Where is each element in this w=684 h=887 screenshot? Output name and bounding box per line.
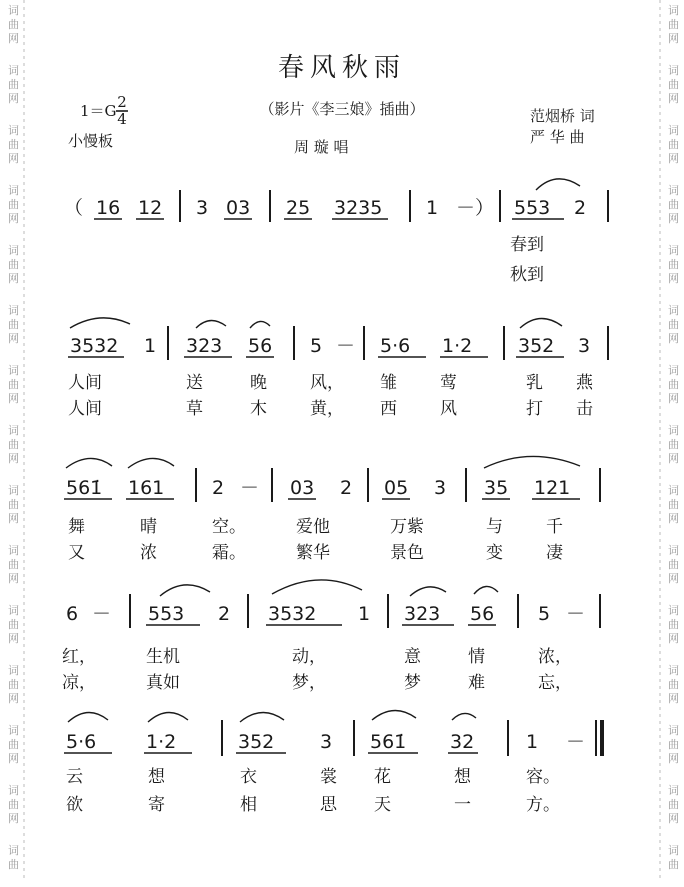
lyric-5-v2-3: 相: [240, 795, 257, 815]
watermark-char: 词: [8, 64, 19, 77]
watermark-char: 曲: [668, 798, 679, 811]
lyric-4-v2-2: 真如: [146, 673, 180, 693]
notes-2-2: 1: [144, 335, 157, 357]
watermark-char: 曲: [668, 138, 679, 151]
watermark-char: 曲: [8, 198, 19, 211]
notes-5-3: 352: [238, 731, 275, 753]
lyric-2-v2-2: 草: [186, 399, 203, 419]
watermark-char: 网: [8, 512, 19, 525]
notes-4-3: 553: [148, 603, 185, 625]
lyric-3-v2-3: 霜。: [212, 543, 246, 563]
watermark-char: 词: [8, 484, 19, 497]
tempo-marking: 小慢板: [68, 132, 114, 150]
staff-line-1: [64, 179, 608, 285]
lyric-4-v1-3: 动，: [292, 647, 326, 667]
notes-4-8: 56: [470, 603, 495, 625]
watermark-char: 网: [8, 752, 19, 765]
watermark-char: 词: [8, 184, 19, 197]
notes-5-1: 5·6: [66, 731, 97, 753]
notes-2-4: 56: [248, 335, 273, 357]
watermark-char: 词: [8, 604, 19, 617]
watermark-char: 曲: [8, 678, 19, 691]
notes-4-10: －: [566, 603, 586, 625]
lyric-3-v1-7: 千: [546, 517, 563, 537]
lyric-2-v1-6: 莺: [440, 373, 457, 393]
lyric-4-v1-2: 生机: [146, 647, 180, 667]
time-signature-top: 2: [117, 93, 127, 111]
watermark-char: 曲: [668, 18, 679, 31]
lyric-4-v2-5: 难: [468, 673, 485, 693]
singer-credit: 周 璇 唱: [294, 138, 349, 156]
watermark-char: 网: [8, 152, 19, 165]
watermark-char: 网: [8, 32, 19, 45]
notes-1-4: 03: [226, 197, 251, 219]
watermark-left: [8, 4, 19, 871]
lyric-2-v2-8: 击: [576, 399, 593, 419]
watermark-char: 曲: [668, 498, 679, 511]
notes-2-6: －: [336, 335, 356, 357]
watermark-char: 曲: [8, 18, 19, 31]
watermark-char: 网: [668, 272, 679, 285]
staff-line-3: [64, 456, 600, 563]
lyric-5-v1-3: 衣: [240, 767, 257, 787]
watermark-char: 曲: [668, 258, 679, 271]
notes-1-10: 2: [574, 197, 587, 219]
watermark-char: 网: [8, 212, 19, 225]
lyric-3-v1-2: 晴: [140, 517, 157, 537]
slur: [66, 458, 112, 468]
notes-1-7: 1: [426, 197, 439, 219]
watermark-char: 词: [8, 724, 19, 737]
notes-3-9: 35: [484, 477, 509, 499]
notes-3-2: 161: [128, 477, 165, 499]
watermark-char: 词: [668, 124, 679, 137]
watermark-char: 曲: [8, 858, 19, 871]
staff-line-4: [62, 580, 600, 693]
notes-4-7: 323: [404, 603, 441, 625]
watermark-char: 曲: [668, 678, 679, 691]
watermark-char: 词: [8, 664, 19, 677]
watermark-char: 曲: [668, 318, 679, 331]
lyric-2-v2-3: 木: [250, 399, 267, 419]
watermark-char: 网: [668, 692, 679, 705]
watermark-char: 曲: [8, 78, 19, 91]
lyric-5-v1-6: 想: [454, 767, 471, 787]
lyricist-credit: 范烟桥 词: [530, 107, 595, 125]
lyric-2-v1-8: 燕: [576, 373, 593, 393]
watermark-char: 曲: [8, 798, 19, 811]
lyric-1-v1: 春到: [510, 235, 544, 255]
watermark-char: 词: [668, 844, 679, 857]
notes-5-7: 1: [526, 731, 539, 753]
watermark-char: 曲: [668, 738, 679, 751]
slur: [240, 712, 284, 722]
watermark-char: 曲: [668, 558, 679, 571]
lyric-5-v2-5: 天: [374, 795, 391, 815]
notes-2-9: 352: [518, 335, 555, 357]
lyric-1-v2: 秋到: [510, 265, 544, 285]
time-signature-bottom: 4: [117, 110, 127, 128]
watermark-char: 曲: [8, 318, 19, 331]
notes-3-10: 121: [534, 477, 571, 499]
notes-4-6: 1: [358, 603, 371, 625]
watermark-char: 曲: [8, 558, 19, 571]
notes-2-8: 1·2: [442, 335, 473, 357]
watermark-char: 词: [668, 364, 679, 377]
notes-3-7: 05: [384, 477, 409, 499]
watermark-char: 网: [8, 272, 19, 285]
notes-4-5: 3532: [268, 603, 317, 625]
watermark-char: 网: [8, 572, 19, 585]
song-subtitle: （影片《李三娘》插曲）: [259, 100, 425, 118]
slur: [536, 179, 580, 190]
lyric-2-v2-1: 人间: [68, 399, 102, 419]
notes-5-5: 561̇: [370, 731, 407, 753]
lyric-5-v2-4: 思: [320, 795, 337, 815]
slur: [196, 320, 226, 328]
watermark-char: 网: [668, 392, 679, 405]
watermark-char: 词: [8, 424, 19, 437]
notes-3-5: 03: [290, 477, 315, 499]
lyric-3-v1-5: 万紫: [390, 517, 424, 537]
slur: [484, 456, 580, 468]
watermark-char: 曲: [668, 78, 679, 91]
lyric-2-v2-4: 黄，: [310, 399, 344, 419]
lyric-3-v1-4: 爱他: [296, 517, 330, 537]
watermark-char: 网: [8, 692, 19, 705]
watermark-char: 词: [8, 364, 19, 377]
lyric-5-v2-1: 欲: [66, 795, 83, 815]
slur: [372, 710, 416, 720]
lyric-2-v1-3: 晚: [250, 373, 267, 393]
watermark-char: 网: [8, 92, 19, 105]
watermark-char: 词: [8, 124, 19, 137]
watermark-char: 网: [668, 752, 679, 765]
watermark-char: 网: [668, 572, 679, 585]
notes-1-3: 3: [196, 197, 209, 219]
watermark-char: 词: [8, 844, 19, 857]
watermark-char: 曲: [8, 438, 19, 451]
lyric-3-v2-2: 浓: [140, 543, 157, 563]
lyric-5-v1-4: 裳: [320, 767, 337, 787]
watermark-char: 词: [668, 544, 679, 557]
lyric-3-v1-3: 空。: [212, 517, 246, 537]
lyric-5-v2-2: 寄: [148, 795, 165, 815]
notes-4-4: 2: [218, 603, 231, 625]
lyric-4-v1-5: 情: [468, 647, 485, 667]
lyric-2-v1-1: 人间: [68, 373, 102, 393]
notes-5-8: －: [566, 731, 586, 753]
watermark-char: 词: [8, 4, 19, 17]
watermark-char: 网: [668, 32, 679, 45]
slur: [452, 713, 476, 720]
notes-1-2: 12: [138, 197, 163, 219]
notes-3-8: 3: [434, 477, 447, 499]
notes-1-6: 3235: [334, 197, 383, 219]
lyric-2-v1-5: 雏: [380, 373, 397, 393]
watermark-char: 曲: [8, 138, 19, 151]
watermark-char: 网: [8, 332, 19, 345]
watermark-right: [668, 4, 679, 871]
lyric-5-v2-7: 方。: [526, 795, 560, 815]
lyric-2-v2-6: 风: [440, 399, 457, 419]
lyric-5-v1-2: 想: [148, 767, 165, 787]
watermark-char: 词: [668, 604, 679, 617]
notes-2-5: 5: [310, 335, 323, 357]
watermark-char: 词: [8, 544, 19, 557]
watermark-char: 曲: [8, 378, 19, 391]
slur: [272, 580, 362, 594]
watermark-char: 曲: [668, 378, 679, 391]
watermark-char: 词: [668, 184, 679, 197]
notes-5-6: 32: [450, 731, 475, 753]
notes-2-1: 3532: [70, 335, 119, 357]
watermark-char: 网: [668, 332, 679, 345]
notes-1-1: 16: [96, 197, 121, 219]
lyric-5-v1-7: 容。: [526, 767, 560, 787]
lyric-3-v2-5: 景色: [390, 543, 424, 563]
lyric-3-v2-4: 繁华: [296, 543, 330, 563]
watermark-char: 词: [8, 304, 19, 317]
slur: [160, 585, 210, 596]
slur: [520, 318, 562, 328]
watermark-char: 词: [668, 64, 679, 77]
lyric-3-v2-1: 又: [68, 543, 85, 563]
notes-3-3: 2: [212, 477, 225, 499]
slur: [68, 712, 108, 722]
notes-5-2: 1·2: [146, 731, 177, 753]
watermark-char: 网: [8, 632, 19, 645]
watermark-char: 词: [668, 484, 679, 497]
lyric-4-v1-6: 浓，: [538, 647, 572, 667]
watermark-char: 网: [668, 92, 679, 105]
notes-4-2: －: [92, 603, 112, 625]
watermark-char: 曲: [8, 498, 19, 511]
staff-line-5: [64, 710, 602, 815]
watermark-char: 曲: [668, 618, 679, 631]
lyric-5-v2-6: 一: [454, 795, 471, 815]
staff-line-2: [68, 318, 608, 419]
notes-1-8: －）: [456, 197, 495, 219]
lyric-3-v2-6: 变: [486, 543, 503, 563]
slur: [70, 318, 130, 328]
slur: [410, 587, 446, 596]
notes-4-1: 6: [66, 603, 79, 625]
watermark-char: 曲: [668, 438, 679, 451]
watermark-char: 词: [668, 724, 679, 737]
lyric-3-v1-1: 舞: [68, 517, 85, 537]
notes-1-5: 25: [286, 197, 311, 219]
notes-3-1: 561̇: [66, 477, 103, 499]
watermark-char: 网: [668, 812, 679, 825]
notes-3-6: 2: [340, 477, 353, 499]
lyric-4-v2-4: 梦: [404, 673, 421, 693]
lyric-3-v2-7: 凄: [546, 543, 563, 563]
watermark-char: 词: [668, 664, 679, 677]
lyric-4-v2-1: 凉，: [62, 673, 96, 693]
watermark-char: 曲: [668, 858, 679, 871]
watermark-char: 词: [8, 244, 19, 257]
lyric-5-v1-1: 云: [66, 767, 83, 787]
watermark-char: 曲: [8, 738, 19, 751]
notes-4-9: 5: [538, 603, 551, 625]
watermark-char: 词: [668, 304, 679, 317]
lyric-5-v1-5: 花: [374, 767, 391, 787]
watermark-char: 曲: [8, 258, 19, 271]
slur: [128, 458, 174, 468]
lyric-2-v1-2: 送: [186, 373, 203, 393]
composer-credit: 严 华 曲: [530, 128, 585, 146]
lyric-3-v1-6: 与: [486, 517, 503, 537]
watermark-char: 网: [8, 392, 19, 405]
watermark-char: 词: [668, 244, 679, 257]
watermark-char: 曲: [8, 618, 19, 631]
notes-3-4: －: [240, 477, 260, 499]
watermark-char: 网: [668, 512, 679, 525]
watermark-char: 网: [668, 452, 679, 465]
notes-2-10: 3: [578, 335, 591, 357]
key-signature: 1＝G: [80, 102, 117, 120]
watermark-char: 网: [8, 452, 19, 465]
watermark-char: 网: [668, 632, 679, 645]
notes-2-7: 5·6: [380, 335, 411, 357]
lyric-2-v2-7: 打: [526, 399, 543, 419]
watermark-char: 词: [668, 4, 679, 17]
slur: [474, 586, 498, 594]
lyric-2-v2-5: 西: [380, 399, 397, 419]
song-title: 春风秋雨: [277, 53, 407, 83]
lyric-4-v2-6: 忘，: [538, 673, 572, 693]
watermark-char: 词: [668, 784, 679, 797]
watermark-char: 曲: [668, 198, 679, 211]
notes-paren-open: （: [64, 197, 84, 219]
watermark-char: 词: [668, 424, 679, 437]
watermark-char: 网: [668, 212, 679, 225]
lyric-4-v2-3: 梦，: [292, 673, 326, 693]
watermark-char: 网: [668, 152, 679, 165]
slur: [250, 321, 270, 328]
lyric-2-v1-7: 乳: [526, 373, 543, 393]
watermark-char: 词: [8, 784, 19, 797]
notes-1-9: 553: [514, 197, 551, 219]
notes-5-4: 3: [320, 731, 333, 753]
lyric-4-v1-4: 意: [404, 647, 421, 667]
lyric-4-v1-1: 红，: [62, 647, 96, 667]
watermark-char: 网: [8, 812, 19, 825]
lyric-2-v1-4: 风，: [310, 373, 344, 393]
notes-2-3: 323: [186, 335, 223, 357]
slur: [148, 712, 188, 722]
